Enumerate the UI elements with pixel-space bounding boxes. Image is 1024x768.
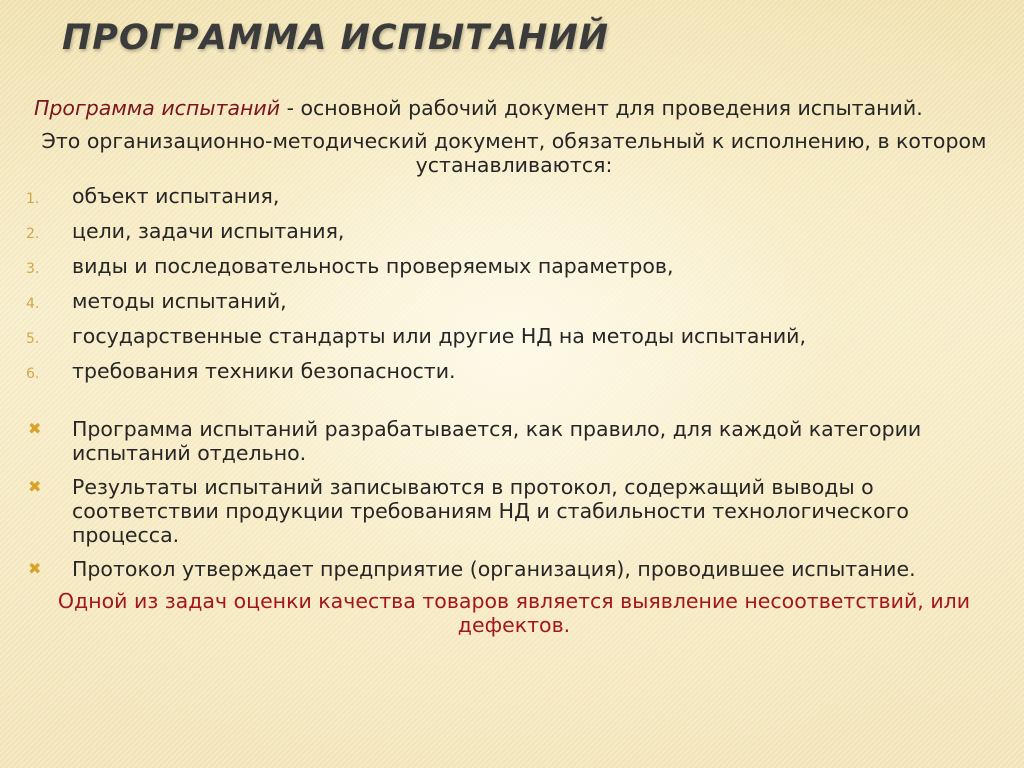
list-number: 5. bbox=[26, 331, 40, 347]
x-mark-icon: ✖ bbox=[28, 419, 42, 438]
x-mark-icon: ✖ bbox=[28, 477, 42, 496]
slide-title: ПРОГРАММА ИСПЫТАНИЙ bbox=[62, 18, 610, 58]
bullet-text: Результаты испытаний записываются в протокол, содержащий выводы о соответствии продукции требованиям НД и стабильности технологического процесса. bbox=[72, 475, 909, 547]
list-item bbox=[26, 359, 994, 383]
numbered-list bbox=[26, 184, 994, 383]
intro-term: Программа испытаний bbox=[34, 96, 281, 120]
list-number: 1. bbox=[26, 191, 40, 207]
list-number: 2. bbox=[26, 226, 40, 242]
bullet-item bbox=[28, 475, 994, 547]
list-number: 4. bbox=[26, 296, 40, 312]
conclusion-text: Одной из задач оценки качества товаров является выявление несоответствий, или дефектов. bbox=[57, 589, 971, 637]
intro-definition: - основной рабочий документ для проведения испытаний. bbox=[280, 96, 923, 120]
list-item bbox=[26, 184, 994, 208]
spacer bbox=[34, 394, 994, 417]
description-paragraph: Это организационно-методический документ, обязательный к исполнению, в котором устанавливаются: bbox=[41, 129, 987, 177]
list-item bbox=[26, 324, 994, 348]
slide-content bbox=[26, 96, 994, 637]
list-item bbox=[26, 219, 994, 243]
list-item-text: объект испытания, bbox=[72, 184, 280, 208]
list-item bbox=[26, 289, 994, 313]
x-mark-icon: ✖ bbox=[28, 559, 42, 578]
bullet-item bbox=[28, 557, 994, 581]
list-item-text: виды и последовательность проверяемых параметров, bbox=[72, 254, 674, 278]
list-item-text: государственные стандарты или другие НД на методы испытаний, bbox=[72, 324, 806, 348]
list-item bbox=[26, 254, 994, 278]
bullet-text: Программа испытаний разрабатывается, как правило, для каждой категории испытаний отдельно. bbox=[72, 417, 922, 465]
list-number: 3. bbox=[26, 261, 40, 277]
intro-paragraph bbox=[34, 96, 994, 120]
list-item-text: требования техники безопасности. bbox=[72, 359, 456, 383]
bullet-list bbox=[28, 417, 994, 581]
list-item-text: методы испытаний, bbox=[72, 289, 287, 313]
list-number: 6. bbox=[26, 366, 40, 382]
bullet-text: Протокол утверждает предприятие (организация), проводившее испытание. bbox=[72, 557, 916, 581]
bullet-item bbox=[28, 417, 994, 465]
list-item-text: цели, задачи испытания, bbox=[72, 219, 345, 243]
